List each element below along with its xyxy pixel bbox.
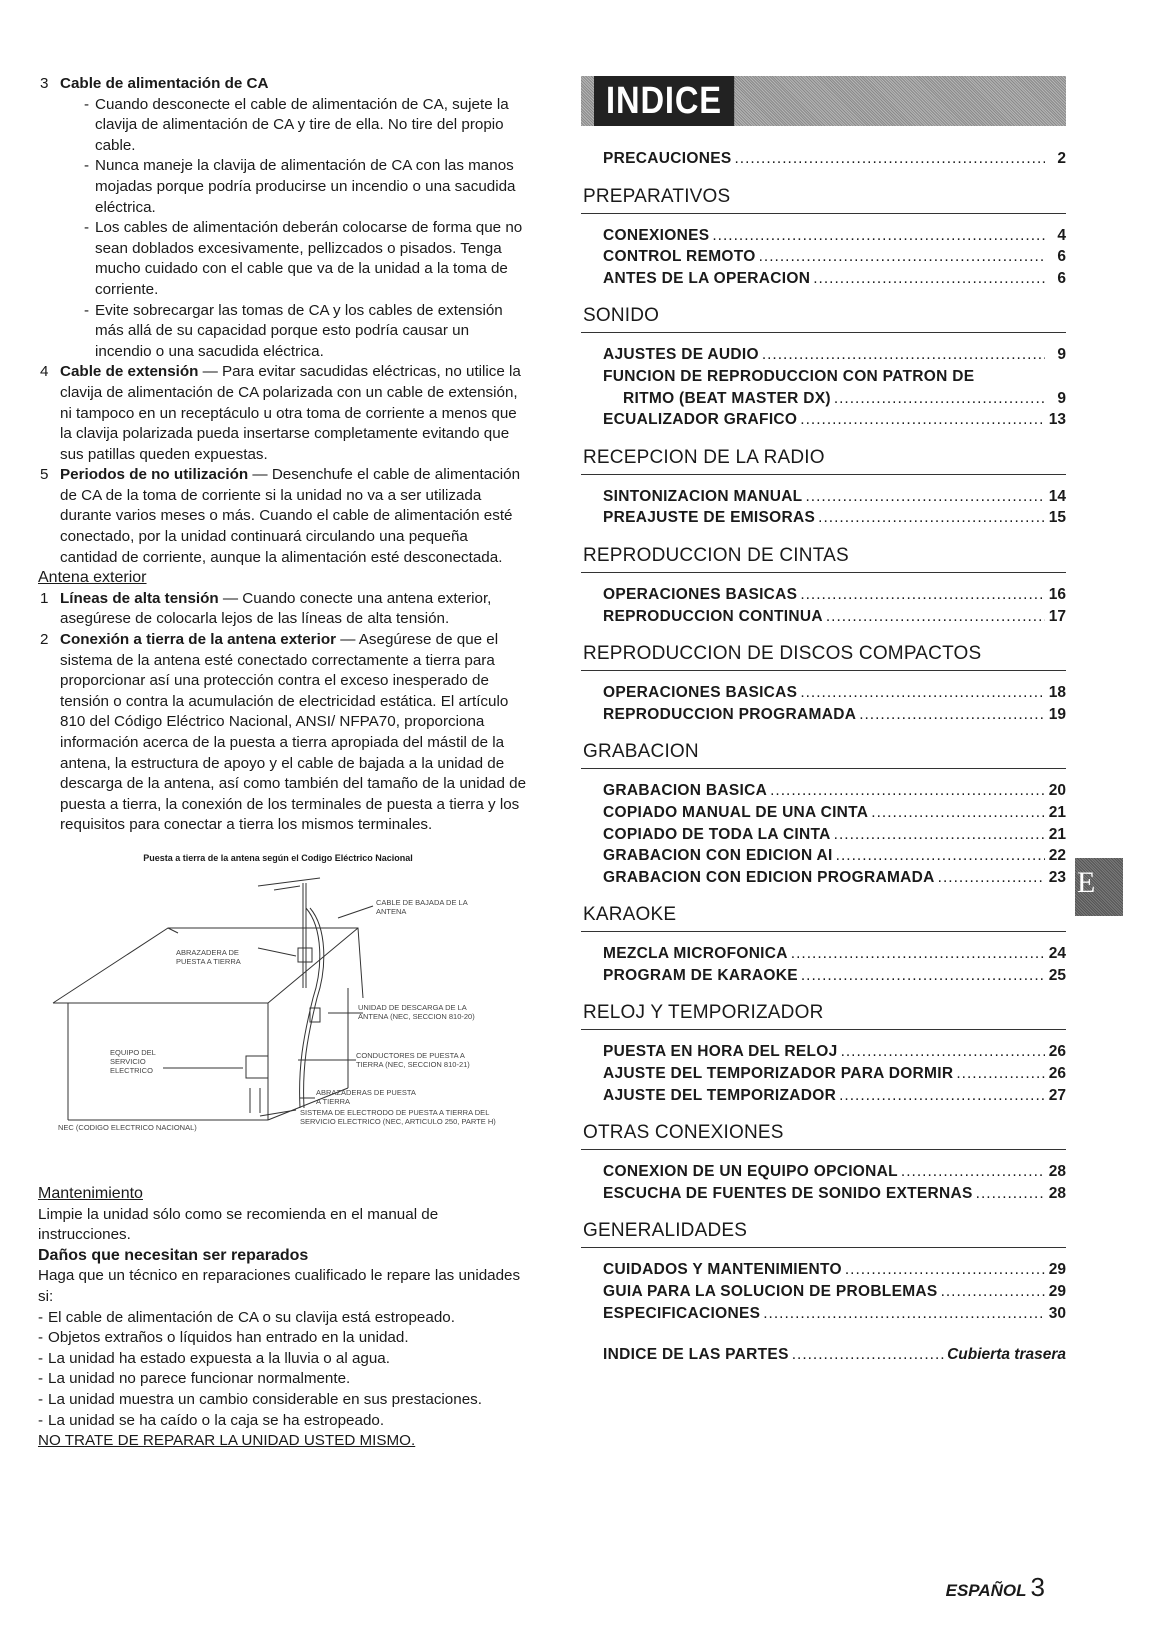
item-number: 5 <box>40 466 49 484</box>
toc-entry-page: 19 <box>1048 705 1066 723</box>
toc-section-heading: GENERALIDADES <box>581 1220 1066 1248</box>
danos-list <box>38 1308 528 1432</box>
list-item: - La unidad no parece funcionar normalmente. <box>38 1370 351 1388</box>
item-number: 4 <box>40 363 49 381</box>
toc-entry[interactable] <box>581 1303 1066 1325</box>
toc-entry-title: AJUSTE DEL TEMPORIZADOR <box>603 1086 837 1104</box>
bullet-item: - Nunca maneje la clavija de alimentación de CA con las manos mojadas porque podría producirse un incendio o una sacudida eléctrica. <box>84 157 516 216</box>
toc-entry-title: COPIADO DE TODA LA CINTA <box>603 825 831 843</box>
left-column <box>38 74 528 1452</box>
toc-section-heading: REPRODUCCION DE CINTAS <box>581 545 1066 573</box>
toc-leader <box>792 1344 944 1366</box>
toc-section <box>581 1002 1066 1106</box>
antena-item-2-text: — Asegúrese de que el sistema de la antena esté conectado correctamente a tierra para proporcionar así una protección contra el exceso inesperado de tensión o contra la acumulación de electricidad estática. El artículo 810 del Código Eléctrico Nacional, ANSI/ NFPA70, proporciona información acerca de la puesta a tierra apropiada del mástil de la antena, la estructura de apoyo y el cable de bajada a la unidad de descarga de la antena, así como también del tamaño de la unidad de puesta a tierra, la conexión de los terminales de puesta a tierra y los requisitos para conectar a tierra los mismos terminales. <box>60 631 527 834</box>
toc-leader <box>800 409 1045 431</box>
item-3-bullets <box>60 95 528 363</box>
toc-entry-title[interactable]: FUNCION DE REPRODUCCION CON PATRON DE <box>603 367 975 385</box>
toc-entry-page: 24 <box>1048 945 1066 963</box>
toc-leader <box>836 845 1045 867</box>
toc-entry[interactable] <box>581 507 1066 529</box>
toc-entry-page: 20 <box>1048 782 1066 800</box>
toc-entry-title: PROGRAM DE KARAOKE <box>603 966 798 984</box>
toc-entry[interactable] <box>581 388 1066 410</box>
label-cable-bajada: CABLE DE BAJADA DE LA ANTENA <box>376 897 468 916</box>
toc-section-heading: GRABACION <box>581 741 1066 769</box>
toc-entry-page: 27 <box>1048 1086 1066 1104</box>
list-item: - La unidad muestra un cambio considerable en sus prestaciones. <box>38 1390 482 1408</box>
toc-entry-title: GUIA PARA LA SOLUCION DE PROBLEMAS <box>603 1283 938 1301</box>
toc-entry-page: 6 <box>1057 269 1066 287</box>
antena-item-1 <box>38 589 528 630</box>
toc-sections <box>581 186 1066 1325</box>
list-item: - La unidad se ha caído o la caja se ha estropeado. <box>38 1411 385 1429</box>
toc-entry-title: COPIADO MANUAL DE UNA CINTA <box>603 803 869 821</box>
item-4-text: — Para evitar sacudidas eléctricas, no utilice la clavija de alimentación de CA polarizada con un cable de extensión, ni tampoco en un receptáculo u otra toma de corriente a menos que la clavija polarizada pueda insertarse completamente evitando que sus patillas queden expuestas. <box>60 363 521 463</box>
toc-entry-page: 17 <box>1048 607 1066 625</box>
toc-section-heading: RECEPCION DE LA RADIO <box>581 447 1066 475</box>
language-tab <box>1075 858 1123 916</box>
label-abrazaderas: ABRAZADERAS DE PUESTA A TIERRA <box>316 1087 416 1106</box>
toc-entry-page: 29 <box>1048 1261 1066 1279</box>
toc-entry[interactable] <box>581 802 1066 824</box>
toc-entry-title: MEZCLA MICROFONICA <box>603 945 788 963</box>
antena-title: Antena exterior <box>38 569 147 587</box>
toc-leader <box>813 268 1045 290</box>
danos-title: Daños que necesitan ser reparados <box>38 1246 309 1264</box>
toc-entry[interactable] <box>581 148 1066 170</box>
label-nec: NEC (CODIGO ELECTRICO NACIONAL) <box>58 1122 197 1132</box>
toc-leader <box>712 225 1045 247</box>
toc-entry-page: 9 <box>1057 346 1066 364</box>
toc-leader <box>956 1063 1045 1085</box>
danos-intro: Haga que un técnico en reparaciones cualificado le repare las unidades si: <box>38 1267 521 1305</box>
toc-section <box>581 1122 1066 1204</box>
index-banner-title: INDICE <box>594 76 734 126</box>
toc-entry-page: 30 <box>1048 1304 1066 1322</box>
toc-entry-page: 26 <box>1048 1065 1066 1083</box>
toc-entry-title: GRABACION CON EDICION PROGRAMADA <box>603 868 935 886</box>
toc-leader <box>805 486 1045 508</box>
toc-section <box>581 1220 1066 1324</box>
antena-item-2 <box>38 630 528 836</box>
toc-entry-title: PRECAUCIONES <box>603 150 732 167</box>
diagram-caption: Puesta a tierra de la antena según el Codigo Eléctrico Nacional <box>143 852 413 863</box>
antena-item-1-title: Líneas de alta tensión <box>60 589 219 607</box>
toc-section <box>581 904 1066 986</box>
toc-entry-title: OPERACIONES BASICAS <box>603 585 798 603</box>
toc-leader <box>762 344 1045 366</box>
toc-entry-page: 21 <box>1048 803 1066 821</box>
toc-entry-title: CONEXION DE UN EQUIPO OPCIONAL <box>603 1163 898 1181</box>
toc-leader <box>839 1085 1045 1107</box>
item-5-title: Periodos de no utilización <box>60 466 249 484</box>
index-banner <box>581 76 1066 126</box>
toc-entry-page: 18 <box>1048 684 1066 702</box>
toc-leader <box>770 780 1045 802</box>
item-number: 1 <box>40 589 49 607</box>
item-3-title: Cable de alimentación de CA <box>60 75 269 92</box>
item-3 <box>38 74 528 362</box>
toc-entry[interactable] <box>581 824 1066 846</box>
toc-entry-page: 9 <box>1057 389 1066 407</box>
toc-section-heading: OTRAS CONEXIONES <box>581 1122 1066 1150</box>
toc-entry-page: 21 <box>1048 825 1066 843</box>
toc-entry-page: 2 <box>1057 150 1066 167</box>
list-item: - La unidad ha estado expuesta a la lluvia o al agua. <box>38 1349 390 1367</box>
toc-leader <box>791 943 1045 965</box>
toc-entry-page: 28 <box>1048 1184 1066 1202</box>
toc-entry[interactable] <box>581 780 1066 802</box>
toc-entry[interactable] <box>581 225 1066 247</box>
toc-leader <box>871 802 1045 824</box>
toc-entry[interactable] <box>581 1344 1066 1366</box>
index-column <box>581 76 1066 1366</box>
toc-entry-title: REPRODUCCION CONTINUA <box>603 607 823 625</box>
toc-section <box>581 186 1066 290</box>
antena-item-1-text: — Cuando conecte una antena exterior, asegúrese de colocarla lejos de las líneas de alta tensión. <box>60 589 492 628</box>
toc-entry[interactable] <box>581 845 1066 867</box>
toc-leader <box>800 584 1045 606</box>
toc-section-heading: KARAOKE <box>581 904 1066 932</box>
item-4-title: Cable de extensión <box>60 363 199 381</box>
toc-entry-title: REPRODUCCION PROGRAMADA <box>603 705 857 723</box>
label-abrazadera: ABRAZADERA DE PUESTA A TIERRA <box>176 947 241 966</box>
toc-entry-title: ANTES DE LA OPERACION <box>603 269 811 287</box>
toc-section <box>581 447 1066 529</box>
mantenimiento-text: Limpie la unidad sólo como se recomienda en el manual de instrucciones. <box>38 1205 439 1244</box>
label-conductores: CONDUCTORES DE PUESTA A TIERRA (NEC, SECCION 810-21) <box>356 1050 470 1069</box>
toc-leader <box>800 682 1045 704</box>
toc-entry-title-cont: RITMO (BEAT MASTER DX) <box>623 389 831 407</box>
toc-entry[interactable] <box>581 867 1066 889</box>
bullet-item: - Cuando desconecte el cable de alimentación de CA, sujete la clavija de alimentación de CA y tire de ella. No tire del propio cable. <box>84 95 509 154</box>
toc-leader <box>826 606 1045 628</box>
toc-section <box>581 741 1066 888</box>
toc-entry-title: AJUSTE DEL TEMPORIZADOR PARA DORMIR <box>603 1065 954 1083</box>
toc-section-heading: PREPARATIVOS <box>581 186 1066 214</box>
toc-entry[interactable] <box>581 1281 1066 1303</box>
toc-entry-page: 28 <box>1048 1163 1066 1181</box>
toc-entry[interactable] <box>581 606 1066 628</box>
toc-section <box>581 545 1066 627</box>
toc-entry[interactable] <box>581 409 1066 431</box>
item-5 <box>38 465 528 568</box>
toc-entry-page: 6 <box>1057 248 1066 266</box>
toc-entry[interactable] <box>581 1161 1066 1183</box>
toc-leader <box>818 507 1045 529</box>
toc-entry[interactable] <box>581 584 1066 606</box>
toc-entry-title: INDICE DE LAS PARTES <box>603 1346 789 1364</box>
toc-entry[interactable] <box>581 1085 1066 1107</box>
toc-entry[interactable] <box>581 246 1066 268</box>
toc-entry[interactable] <box>581 1259 1066 1281</box>
toc-entry-title: PREAJUSTE DE EMISORAS <box>603 509 816 527</box>
toc-entry[interactable] <box>581 943 1066 965</box>
toc-entry-page: Cubierta trasera <box>947 1346 1066 1364</box>
toc-section <box>581 643 1066 725</box>
page-footer <box>946 1572 1045 1603</box>
toc-entry[interactable] <box>581 486 1066 508</box>
toc-leader <box>938 867 1045 889</box>
toc-leader <box>834 388 1045 410</box>
toc-leader <box>845 1259 1045 1281</box>
toc-entry-page: 13 <box>1048 411 1066 429</box>
toc-entry-title: CUIDADOS Y MANTENIMIENTO <box>603 1261 842 1279</box>
toc-entry-title: OPERACIONES BASICAS <box>603 684 798 702</box>
toc-leader <box>834 824 1045 846</box>
toc-entry-title: GRABACION CON EDICION AI <box>603 847 833 865</box>
toc-entry-page: 15 <box>1048 509 1066 527</box>
item-number: 3 <box>40 75 49 92</box>
toc-entry-page: 4 <box>1057 226 1066 244</box>
toc-leader <box>763 1303 1045 1325</box>
label-equipo: EQUIPO DEL SERVICIO ELECTRICO <box>110 1047 156 1075</box>
toc-entry[interactable] <box>581 1063 1066 1085</box>
footer-language: ESPAÑOL <box>945 1581 1027 1600</box>
toc-leader <box>976 1183 1045 1205</box>
page-number: 3 <box>1030 1572 1045 1602</box>
toc-entry[interactable] <box>581 704 1066 726</box>
toc-entry-title: PUESTA EN HORA DEL RELOJ <box>603 1043 838 1061</box>
mantenimiento-title: Mantenimiento <box>38 1184 143 1202</box>
toc-leader <box>941 1281 1045 1303</box>
item-number: 2 <box>40 631 49 649</box>
bullet-item: - Los cables de alimentación deberán colocarse de forma que no sean doblados excesivamente, pellizcados o pisados. Tenga mucho cuidado con el cable que va de la unidad a la toma de corriente. <box>84 219 523 298</box>
toc-entry[interactable] <box>581 682 1066 704</box>
toc-section-heading: REPRODUCCION DE DISCOS COMPACTOS <box>581 643 1066 671</box>
toc-leader <box>859 704 1045 726</box>
toc-entry-page: 23 <box>1048 868 1066 886</box>
toc-entry-page: 22 <box>1048 847 1066 865</box>
label-sistema: SISTEMA DE ELECTRODO DE PUESTA A TIERRA DEL SERVICIO ELECTRICO (NEC, ARTICULO 250, PARTE H) <box>300 1107 496 1126</box>
bullet-item: - Evite sobrecargar las tomas de CA y los cables de extensión más allá de su capacidad porque esto podría causar un incendio o una sacudida eléctrica. <box>84 301 503 360</box>
toc-entry-page: 29 <box>1048 1283 1066 1301</box>
toc-entry-title: AJUSTES DE AUDIO <box>603 346 759 364</box>
list-item: - Objetos extraños o líquidos han entrado en la unidad. <box>38 1329 409 1347</box>
toc-leader <box>759 246 1045 268</box>
toc-entry-title: SINTONIZACION MANUAL <box>603 487 803 505</box>
toc-entry-title: GRABACION BASICA <box>603 782 768 800</box>
toc-entry-title: CONTROL REMOTO <box>603 248 756 266</box>
toc-leader <box>841 1041 1045 1063</box>
antena-item-2-title: Conexión a tierra de la antena exterior <box>60 631 337 649</box>
item-5-text: — Desenchufe el cable de alimentación de CA de la toma de corriente si la unidad no va a ser utilizada durante varios meses o más. Cuando el cable de alimentación esté conectado, por la unidad continuará circulando una pequeña cantidad de corriente, aunque la alimentación esté desconectada. <box>60 466 521 566</box>
warning-text: NO TRATE DE REPARAR LA UNIDAD USTED MISMO. <box>38 1432 416 1450</box>
item-4 <box>38 362 528 465</box>
toc-entry-title: ESCUCHA DE FUENTES DE SONIDO EXTERNAS <box>603 1184 973 1202</box>
toc-entry-page: 25 <box>1048 966 1066 984</box>
toc-entry-page: 16 <box>1048 585 1066 603</box>
list-item: - El cable de alimentación de CA o su clavija está estropeado. <box>38 1308 455 1326</box>
grounding-diagram <box>38 848 528 1178</box>
toc-section-heading: RELOJ Y TEMPORIZADOR <box>581 1002 1066 1030</box>
toc-entry[interactable] <box>581 268 1066 290</box>
toc-entry[interactable] <box>581 1183 1066 1205</box>
toc-entry-title: ESPECIFICACIONES <box>603 1304 761 1322</box>
toc-leader <box>734 148 1045 170</box>
toc-section <box>581 305 1066 430</box>
toc-leader <box>901 1161 1045 1183</box>
toc-section-heading: SONIDO <box>581 305 1066 333</box>
toc-entry-page: 26 <box>1048 1043 1066 1061</box>
toc-entry[interactable] <box>581 344 1066 366</box>
language-tab-letter: E <box>1077 866 1096 899</box>
toc-entry[interactable] <box>581 965 1066 987</box>
toc-entry[interactable] <box>581 1041 1066 1063</box>
toc-entry-title: ECUALIZADOR GRAFICO <box>603 411 798 429</box>
toc-leader <box>801 965 1045 987</box>
toc-entry-title: CONEXIONES <box>603 226 710 244</box>
toc-entry-page: 14 <box>1048 487 1066 505</box>
label-unidad-descarga: UNIDAD DE DESCARGA DE LA ANTENA (NEC, SECCION 810-20) <box>358 1002 475 1021</box>
